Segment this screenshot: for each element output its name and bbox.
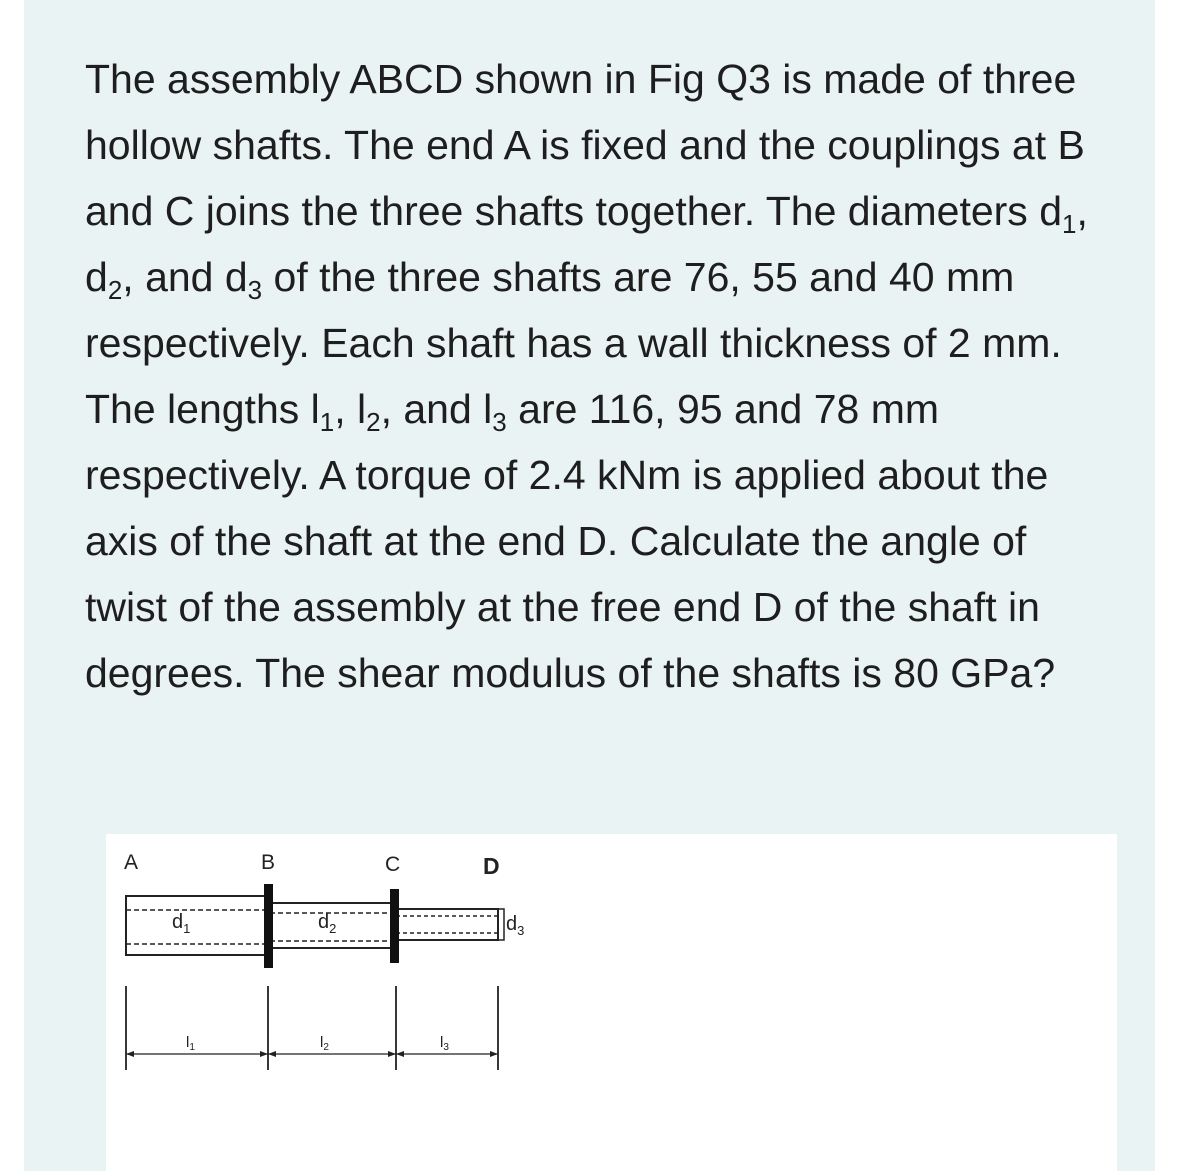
shaft-1 (126, 896, 268, 955)
question-text-run: of the three shafts are 76, 55 and 40 mm respectively. Each shaft has a wall thickness of 2 mm. The lengths l (85, 254, 1062, 432)
label-c: C (385, 853, 401, 876)
figure-q3 (106, 834, 1117, 1171)
question-text (85, 46, 1115, 706)
shaft-3 (396, 909, 498, 940)
label-b: B (261, 851, 276, 874)
question-text-run: are 116, 95 and 78 mm respectively. A torque of 2.4 kNm is applied about the axis of the shaft at the end D. Calculate the angle of twist of the assembly at the free end D of the shaft in degrees. The shear modulus of the shafts is 80 GPa? (85, 386, 1056, 696)
label-l2: $l_2$ (320, 1034, 329, 1053)
label-d: D (483, 853, 500, 879)
shaft-assembly-diagram (106, 834, 1117, 1171)
question-subscript: 2 (107, 275, 123, 305)
question-subscript: 1 (1062, 209, 1077, 239)
question-subscript: 2 (366, 407, 381, 437)
label-d1: $d_1$ (172, 911, 191, 936)
label-d2: $d_2$ (318, 911, 337, 936)
coupling-c (390, 889, 399, 963)
question-subscript: 3 (492, 407, 507, 437)
question-text-run: , and l (380, 386, 493, 432)
label-l1: $l_1$ (186, 1034, 195, 1053)
question-subscript: 3 (247, 275, 263, 305)
question-text-run: The assembly ABCD shown in Fig Q3 is made of three hollow shafts. The end A is fixed and the couplings at B and C joins the three shafts together. The diameters d (85, 56, 1085, 234)
label-d3: $d_3$ (506, 913, 525, 938)
question-text-run: , d (85, 188, 1088, 300)
question-text-run: , l (334, 386, 367, 432)
question-text-run: , and d (122, 254, 248, 300)
coupling-b (264, 884, 273, 968)
question-subscript: 1 (319, 407, 335, 437)
label-a: A (124, 851, 139, 874)
label-l3: $l_3$ (440, 1034, 449, 1053)
dimension-lines (126, 1051, 498, 1057)
